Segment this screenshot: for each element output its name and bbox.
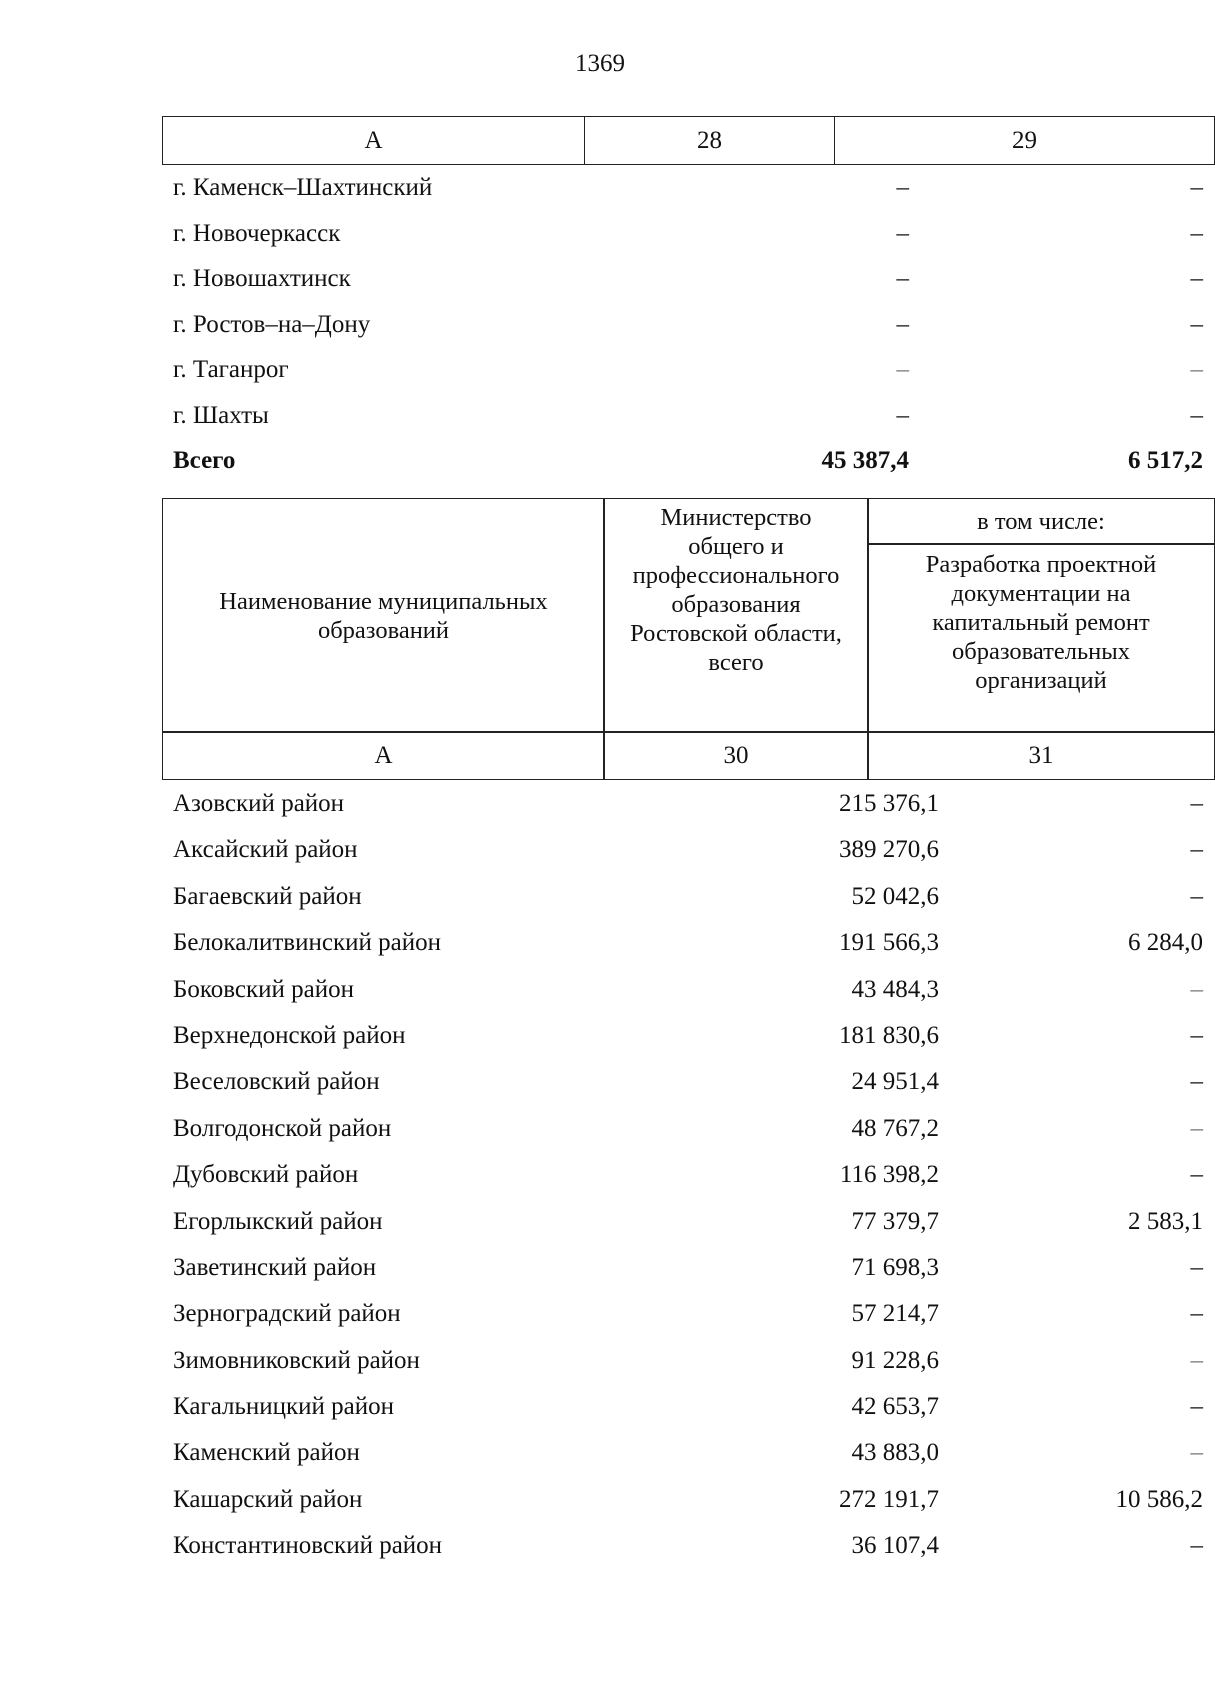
row-name: г. Каменск–Шахтинский — [173, 174, 433, 201]
row-name: Белокалитвинский район — [173, 929, 441, 957]
row-value-31: – — [1190, 790, 1203, 817]
row-value-31: – — [1190, 1300, 1203, 1328]
header-municipality-name-text: Наименование муниципальных образований — [219, 587, 548, 644]
table-row — [162, 828, 1215, 874]
row-name: Зерноградский район — [173, 1300, 401, 1328]
row-name: Веселовский район — [173, 1068, 380, 1096]
table-row — [162, 1200, 1215, 1246]
table-row — [162, 1060, 1215, 1106]
row-value-31: – — [1190, 1346, 1203, 1374]
table2-body — [162, 782, 1215, 1571]
header-ministry-total — [604, 499, 868, 732]
table2-header — [162, 498, 1215, 780]
row-value-29: – — [1190, 219, 1203, 247]
total-value-28: 45 387,4 — [821, 447, 909, 474]
table1-header-col-28: 28 — [585, 117, 835, 164]
row-value-31: – — [1190, 1393, 1203, 1421]
row-name: г. Таганрог — [173, 356, 289, 383]
row-name: Волгодонской район — [173, 1114, 392, 1142]
row-value-30: 71 698,3 — [851, 1253, 939, 1281]
row-value-30: 43 484,3 — [851, 975, 939, 1003]
table-row — [162, 1431, 1215, 1477]
row-value-31: 2 583,1 — [1128, 1207, 1203, 1235]
row-value-30: 42 653,7 — [851, 1393, 939, 1421]
row-name: Кашарский район — [173, 1485, 363, 1513]
table-row — [162, 348, 1215, 394]
table-row — [162, 303, 1215, 349]
table-row — [162, 394, 1215, 440]
row-name: Аксайский район — [173, 836, 358, 864]
row-value-30: 36 107,4 — [851, 1532, 939, 1560]
row-name: Каменский район — [173, 1439, 360, 1467]
row-value-28: – — [896, 219, 909, 247]
row-value-30: 389 270,6 — [839, 836, 939, 864]
row-value-30: 181 830,6 — [839, 1021, 939, 1049]
total-value-29: 6 517,2 — [1128, 447, 1203, 474]
row-name: г. Шахты — [173, 401, 269, 429]
row-value-29: – — [1190, 356, 1203, 383]
table-row — [162, 1478, 1215, 1524]
row-value-31: 10 586,2 — [1115, 1485, 1203, 1513]
row-value-30: 191 566,3 — [839, 929, 939, 957]
row-value-31: – — [1190, 1161, 1203, 1189]
row-value-30: 43 883,0 — [851, 1439, 939, 1467]
table-row — [162, 782, 1215, 828]
table1-header-col-a: А — [163, 117, 585, 164]
row-name: г. Новочеркасск — [173, 219, 341, 247]
row-value-29: – — [1190, 174, 1203, 201]
row-value-29: – — [1190, 310, 1203, 338]
table-row — [162, 1339, 1215, 1385]
row-value-30: 77 379,7 — [851, 1207, 939, 1235]
row-name: Егорлыкский район — [173, 1207, 383, 1235]
table-row — [162, 968, 1215, 1014]
row-value-31: – — [1190, 975, 1203, 1003]
row-value-30: 215 376,1 — [839, 790, 939, 817]
row-value-30: 272 191,7 — [839, 1485, 939, 1513]
row-name: Кагальницкий район — [173, 1393, 395, 1421]
row-value-30: 116 398,2 — [839, 1161, 939, 1189]
table-row — [162, 1292, 1215, 1338]
row-name: Боковский район — [173, 975, 354, 1003]
table-total-row — [162, 439, 1215, 485]
table-row — [162, 1107, 1215, 1153]
col-number-31: 31 — [1028, 742, 1054, 769]
table-row — [162, 921, 1215, 967]
table-row — [162, 1524, 1215, 1570]
row-value-31: – — [1190, 1021, 1203, 1049]
header-design-docs — [868, 544, 1214, 732]
table-row — [162, 257, 1215, 303]
table-row — [162, 166, 1215, 212]
header-including: в том числе: — [977, 508, 1105, 535]
row-value-30: 24 951,4 — [851, 1068, 939, 1096]
table1-header-col-29: 29 — [1012, 126, 1037, 154]
table1-body — [162, 166, 1215, 485]
header-design-docs-text: Разработка проектной документации на капитальный ремонт образовательных организаций — [925, 551, 1157, 694]
header-municipality-name — [163, 499, 604, 732]
table1-header — [162, 116, 1215, 165]
row-value-31: – — [1190, 882, 1203, 910]
row-name: Багаевский район — [173, 882, 362, 910]
row-value-31: – — [1190, 1114, 1203, 1142]
row-value-31: – — [1190, 1532, 1203, 1560]
row-value-30: 48 767,2 — [851, 1114, 939, 1142]
total-label: Всего — [173, 447, 236, 474]
row-value-28: – — [896, 310, 909, 338]
row-value-28: – — [896, 174, 909, 201]
row-value-29: – — [1190, 265, 1203, 292]
table-row — [162, 1153, 1215, 1199]
row-name: Верхнедонской район — [173, 1021, 406, 1049]
table-row — [162, 1385, 1215, 1431]
row-value-30: 91 228,6 — [851, 1346, 939, 1374]
row-name: Дубовский район — [173, 1161, 359, 1189]
row-value-29: – — [1190, 401, 1203, 429]
table-row — [162, 212, 1215, 258]
row-value-30: 57 214,7 — [851, 1300, 939, 1328]
row-value-31: – — [1190, 1439, 1203, 1467]
col-number-30: 30 — [723, 742, 749, 769]
row-name: Заветинский район — [173, 1253, 377, 1281]
row-name: г. Ростов–на–Дону — [173, 310, 371, 338]
row-value-31: – — [1190, 1068, 1203, 1096]
row-value-30: 52 042,6 — [851, 882, 939, 910]
row-value-28: – — [896, 356, 909, 383]
row-value-28: – — [896, 265, 909, 292]
table-row — [162, 1014, 1215, 1060]
row-value-28: – — [896, 401, 909, 429]
header-ministry-total-text: Министерство общего и профессионального образования Ростовской области, всего — [630, 504, 842, 676]
header-divider-including — [868, 543, 1214, 545]
row-value-31: 6 284,0 — [1128, 929, 1203, 957]
row-name: Константиновский район — [173, 1532, 443, 1560]
row-name: Азовский район — [173, 790, 345, 817]
table-row — [162, 875, 1215, 921]
table-row — [162, 1246, 1215, 1292]
row-value-31: – — [1190, 836, 1203, 864]
row-name: г. Новошахтинск — [173, 265, 351, 292]
page-number: 1369 — [575, 50, 625, 77]
row-value-31: – — [1190, 1253, 1203, 1281]
row-name: Зимовниковский район — [173, 1346, 420, 1374]
col-number-a: А — [374, 742, 393, 769]
